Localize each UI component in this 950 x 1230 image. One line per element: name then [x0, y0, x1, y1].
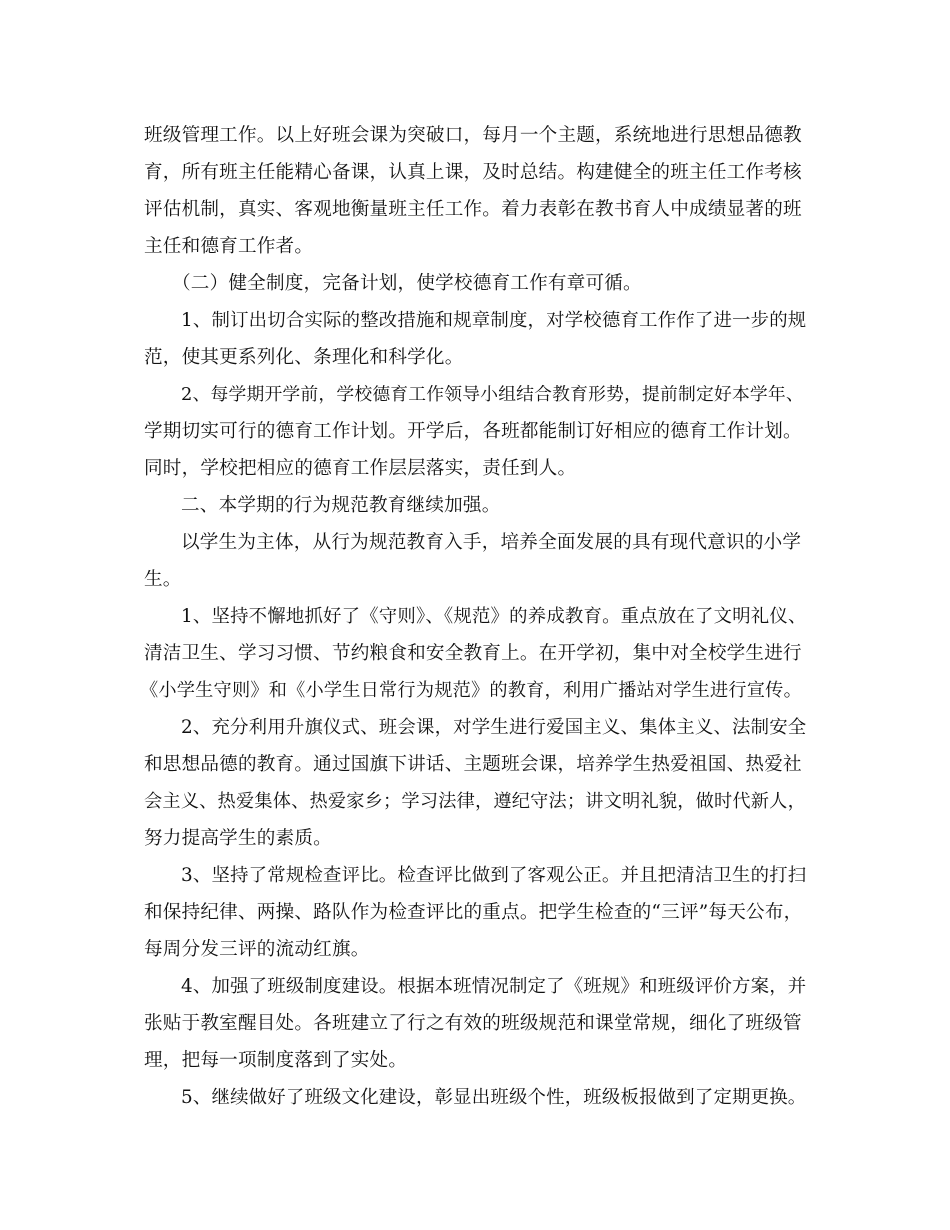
text-line: 2、充分利用升旗仪式、班会课，对学生进行爱国主义、集体主义、法制安全	[181, 717, 807, 738]
text-line: 育，所有班主任能精心备课，认真上课，及时总结。构建健全的班主任工作考核	[144, 162, 802, 183]
text-line: 张贴于教室醒目处。各班建立了行之有效的班级规范和课堂常规，细化了班级管	[144, 1013, 802, 1034]
text-line: 范，使其更系列化、条理化和科学化。	[144, 347, 464, 368]
text-line: 4、加强了班级制度建设。根据本班情况制定了《班规》和班级评价方案，并	[181, 976, 807, 997]
text-line: 班级管理工作。以上好班会课为突破口，每月一个主题，系统地进行思想品德教	[144, 125, 802, 146]
text-line: 每周分发三评的流动红旗。	[144, 939, 370, 960]
text-line: 3、坚持了常规检查评比。检查评比做到了客观公正。并且把清洁卫生的打扫	[181, 865, 807, 886]
text-line: 2、每学期开学前，学校德育工作领导小组结合教育形势，提前制定好本学年、	[181, 384, 804, 405]
text-line: 努力提高学生的素质。	[144, 828, 332, 849]
section-heading: 二、本学期的行为规范教育继续加强。	[181, 495, 501, 516]
text-line: 以学生为主体，从行为规范教育入手，培养全面发展的具有现代意识的小学	[181, 532, 802, 553]
text-line: 和保持纪律、两操、路队作为检查评比的重点。把学生检查的“三评”每天公布，	[144, 902, 803, 923]
text-line: 1、制订出切合实际的整改措施和规章制度，对学校德育工作作了进一步的规	[181, 310, 807, 331]
text-line: 会主义、热爱集体、热爱家乡；学习法律，遵纪守法；讲文明礼貌，做时代新人，	[144, 791, 806, 812]
text-line: 主任和德育工作者。	[144, 236, 314, 257]
text-line: 生。	[144, 569, 182, 590]
text-line: 《小学生守则》和《小学生日常行为规范》的教育，利用广播站对学生进行宣传。	[140, 680, 802, 701]
text-line: 学期切实可行的德育工作计划。开学后，各班都能制订好相应的德育工作计划。	[144, 421, 802, 442]
text-line: 评估机制，真实、客观地衡量班主任工作。着力表彰在教书育人中成绩显著的班	[144, 199, 802, 220]
text-line: 清洁卫生、学习习惯、节约粮食和安全教育上。在开学初，集中对全校学生进行	[144, 643, 802, 664]
text-line: 5、继续做好了班级文化建设，彰显出班级个性，班级板报做到了定期更换。	[181, 1087, 807, 1108]
section-heading: （二）健全制度，完备计划，使学校德育工作有章可循。	[172, 273, 642, 294]
text-line: 理，把每一项制度落到了实处。	[144, 1050, 408, 1071]
text-line: 同时，学校把相应的德育工作层层落实，责任到人。	[144, 458, 577, 479]
text-line: 和思想品德的教育。通过国旗下讲话、主题班会课，培养学生热爱祖国、热爱社	[144, 754, 802, 775]
text-line: 1、坚持不懈地抓好了《守则》、《规范》的养成教育。重点放在了文明礼仪、	[181, 606, 807, 627]
